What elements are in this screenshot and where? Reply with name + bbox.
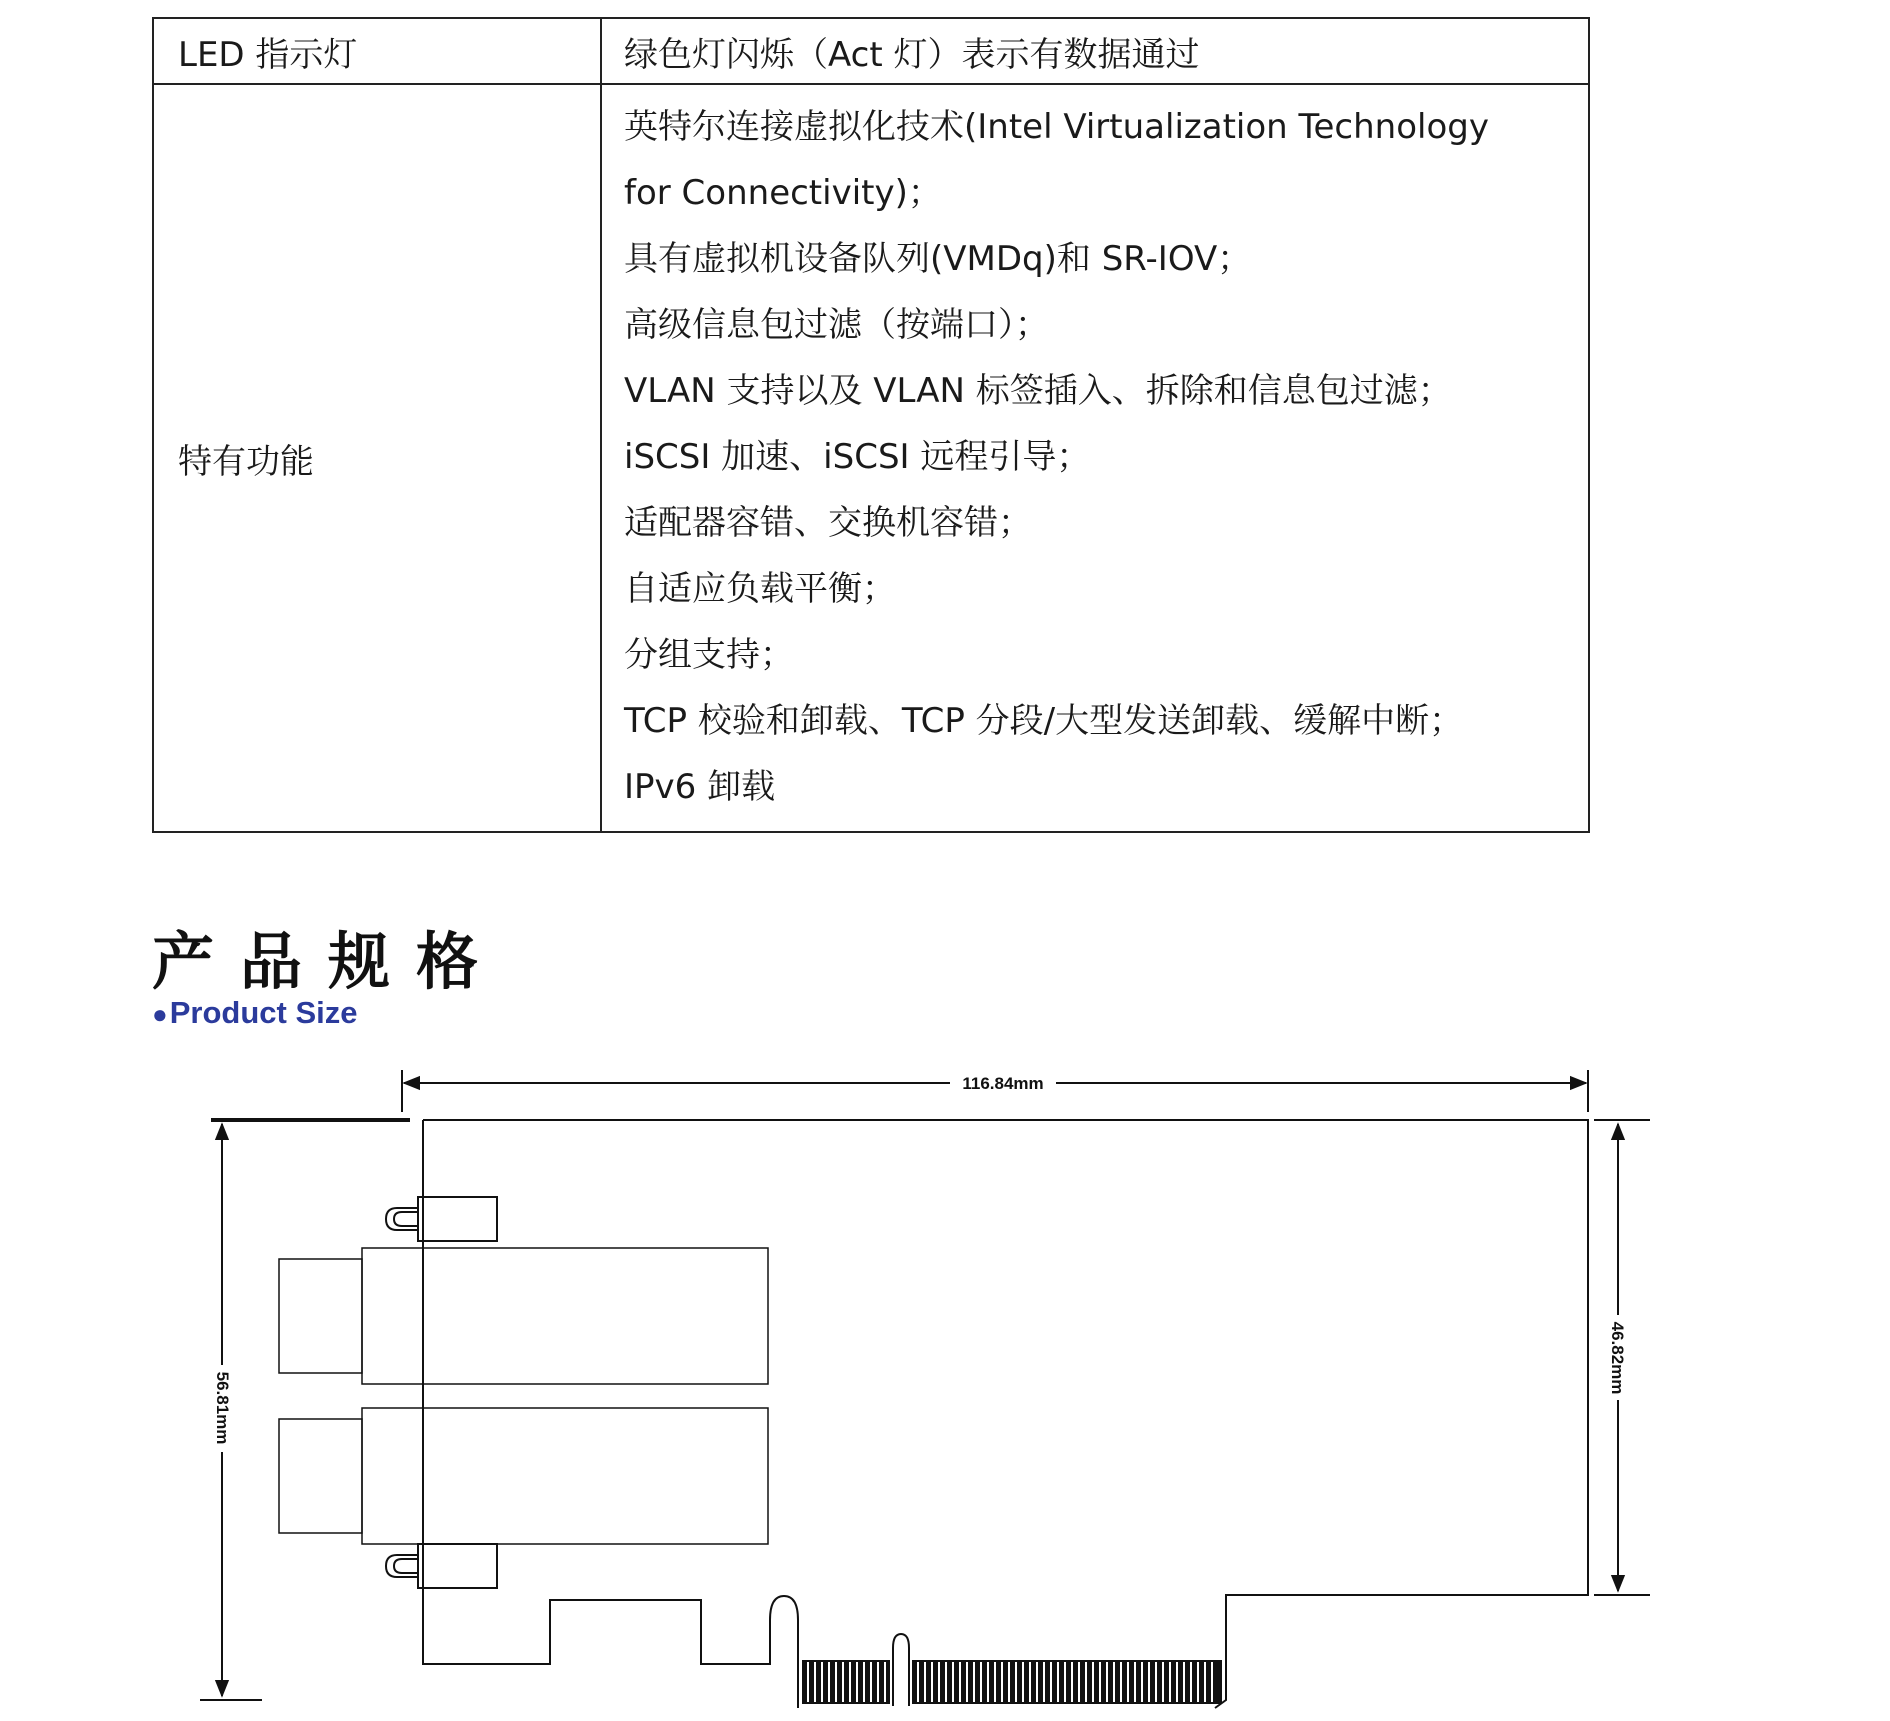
feature-item: IPv6 卸载: [624, 767, 776, 807]
width-dimension-label: 116.84mm: [962, 1074, 1044, 1093]
pcb-key-notch: [893, 1634, 909, 1706]
feature-item: 分组支持；: [624, 635, 794, 675]
feature-item: 适配器容错、交换机容错；: [624, 503, 1032, 543]
bullet-icon: ●: [152, 999, 168, 1029]
sfp-port-upper: [279, 1248, 768, 1384]
feature-item: 具有虚拟机设备队列(VMDq)和 SR-IOV；: [624, 239, 1252, 279]
led-indicator-upper: [386, 1197, 497, 1241]
board-height-label: 46.82mm: [1608, 1321, 1627, 1395]
feature-item: 高级信息包过滤（按端口）；: [624, 305, 1049, 345]
sfp-port-lower: [279, 1408, 768, 1544]
led-value: 绿色灯闪烁（Act 灯）表示有数据通过: [601, 18, 1589, 84]
section-title: 产品规格: [152, 925, 505, 998]
feature-item: VLAN 支持以及 VLAN 标签插入、拆除和信息包过滤；: [624, 371, 1452, 411]
feature-item: for Connectivity)；: [624, 173, 942, 213]
feature-item: iSCSI 加速、iSCSI 远程引导；: [624, 437, 1091, 477]
total-height-label: 56.81mm: [213, 1371, 232, 1445]
feature-item: TCP 校验和卸载、TCP 分段/大型发送卸载、缓解中断；: [624, 701, 1464, 741]
led-indicator-lower: [386, 1544, 497, 1588]
feature-item: 自适应负载平衡；: [624, 569, 896, 609]
feature-item: 英特尔连接虚拟化技术(Intel Virtualization Technology: [624, 107, 1489, 147]
features-label: 特有功能: [153, 84, 601, 832]
pcb-outline: [423, 1120, 1588, 1708]
section-subtitle-text: Product Size: [169, 995, 358, 1030]
led-label: LED 指示灯: [153, 18, 601, 84]
